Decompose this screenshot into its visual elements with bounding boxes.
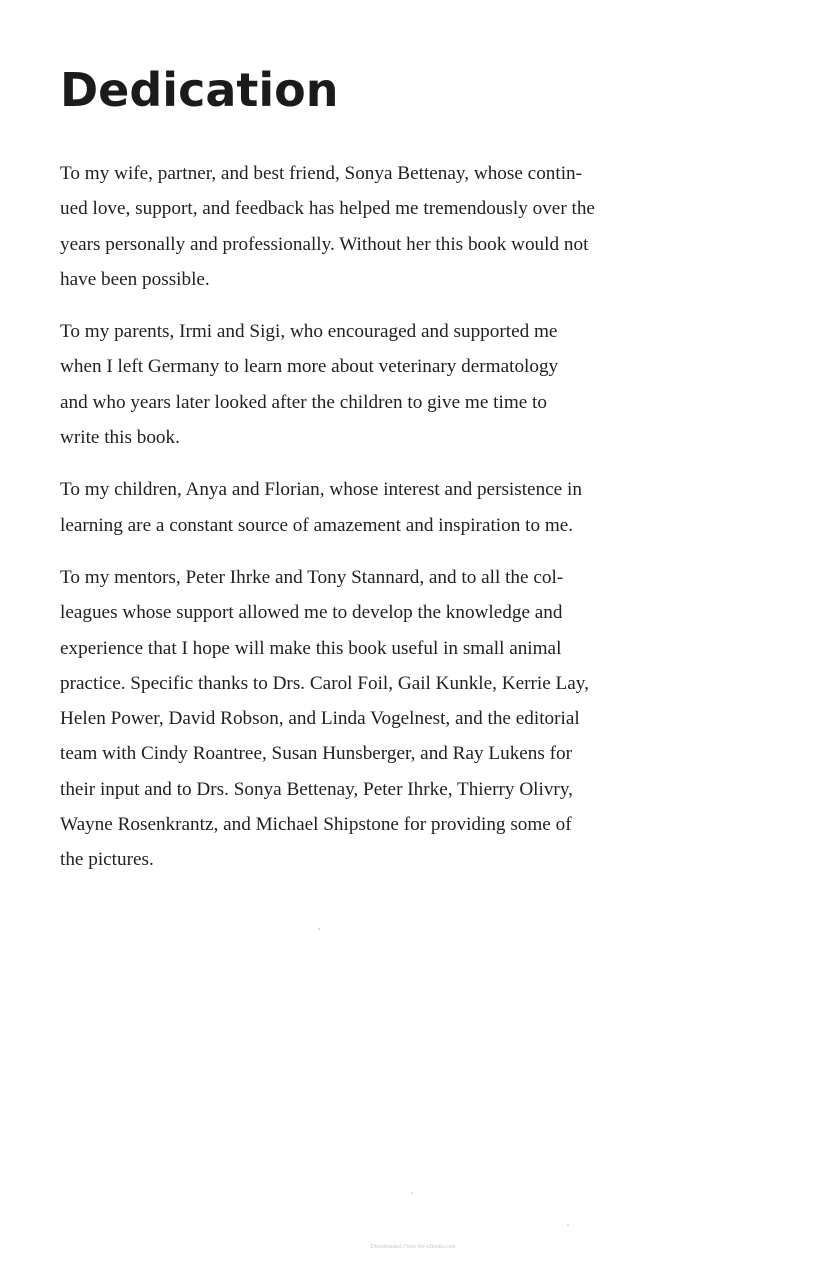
- dedication-body: [60, 156, 760, 895]
- text-line: years personally and professionally. Without her this book would not: [60, 233, 589, 255]
- paragraph-parents: [60, 314, 760, 455]
- scan-speck: [567, 1224, 569, 1226]
- text-line: To my children, Anya and Florian, whose interest and persistence in: [60, 479, 582, 501]
- scan-speck: [411, 1192, 413, 1194]
- text-line: To my parents, Irmi and Sigi, who encouraged and supported me: [60, 321, 558, 343]
- text-line: and who years later looked after the children to give me time to: [60, 391, 547, 413]
- paragraph-children: [60, 472, 760, 543]
- text-line: their input and to Drs. Sonya Bettenay, Peter Ihrke, Thierry Olivry,: [60, 778, 573, 800]
- download-footer: Downloaded From Vet-eBooks.com: [370, 1244, 456, 1250]
- text-line: have been possible.: [60, 268, 210, 290]
- text-line: practice. Specific thanks to Drs. Carol Foil, Gail Kunkle, Kerrie Lay,: [60, 672, 589, 694]
- text-line: To my wife, partner, and best friend, Sonya Bettenay, whose contin-: [60, 163, 583, 184]
- text-line: To my mentors, Peter Ihrke and Tony Stannard, and to all the col-: [60, 566, 564, 588]
- text-line: learning are a constant source of amazement and inspiration to me.: [60, 514, 574, 536]
- page-title: Dedication: [60, 63, 339, 117]
- text-line: Helen Power, David Robson, and Linda Vogelnest, and the editorial: [60, 708, 580, 730]
- text-line: leagues whose support allowed me to develop the knowledge and: [60, 602, 563, 624]
- paragraph-mentors: [60, 560, 760, 878]
- text-line: when I left Germany to learn more about veterinary dermatology: [60, 356, 559, 378]
- paragraph-wife: [60, 156, 760, 297]
- text-line: write this book.: [60, 427, 180, 449]
- text-line: the pictures.: [60, 849, 154, 871]
- text-line: team with Cindy Roantree, Susan Hunsberger, and Ray Lukens for: [60, 743, 573, 765]
- text-line: experience that I hope will make this book useful in small animal: [60, 637, 562, 659]
- scan-speck: [318, 928, 320, 930]
- text-line: Wayne Rosenkrantz, and Michael Shipstone for providing some of: [60, 814, 572, 836]
- text-line: ued love, support, and feedback has helped me tremendously over the: [60, 198, 595, 220]
